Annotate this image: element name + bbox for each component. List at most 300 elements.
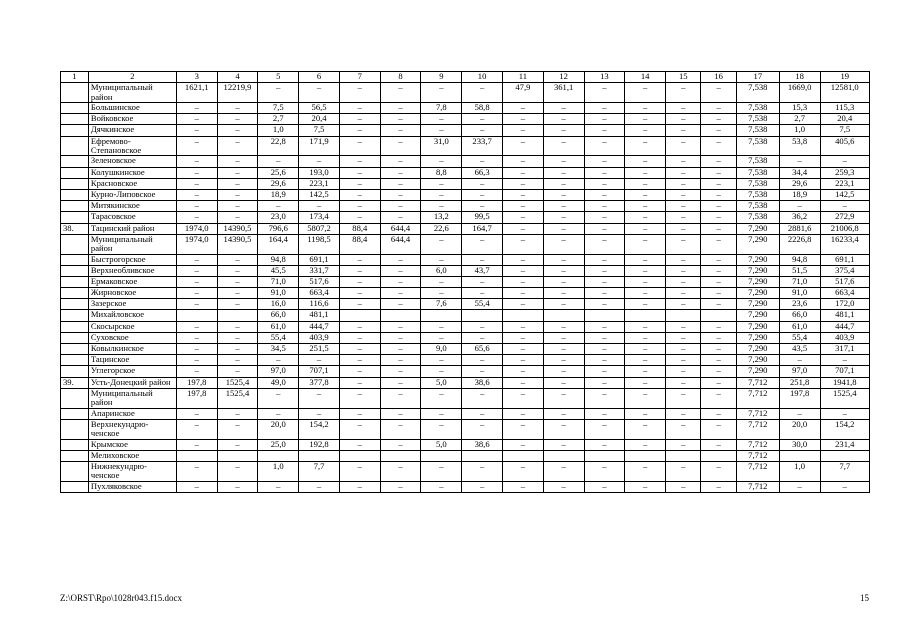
table-row — [61, 461, 870, 481]
value-cell — [701, 310, 736, 321]
table-row — [61, 212, 870, 223]
value-cell: – — [502, 189, 543, 200]
value-cell: – — [462, 481, 503, 492]
value-cell: 38,6 — [462, 377, 503, 388]
value-cell: – — [380, 276, 421, 287]
value-cell: – — [666, 178, 701, 189]
value-cell: – — [176, 167, 217, 178]
value-cell: 115,3 — [820, 103, 869, 114]
row-number-cell — [61, 299, 89, 310]
value-cell: – — [584, 439, 625, 450]
value-cell: – — [584, 125, 625, 136]
name-cell: Большинское — [88, 103, 176, 114]
value-cell: – — [701, 419, 736, 439]
value-cell: – — [543, 156, 584, 167]
value-cell: 193,0 — [299, 167, 340, 178]
value-cell: – — [543, 103, 584, 114]
table-row — [61, 321, 870, 332]
value-cell: – — [779, 408, 820, 419]
value-cell: 1,0 — [779, 461, 820, 481]
value-cell — [543, 450, 584, 461]
value-cell: – — [421, 254, 462, 265]
value-cell: 43,7 — [462, 265, 503, 276]
value-cell: 88,4 — [339, 223, 380, 234]
value-cell: – — [380, 201, 421, 212]
value-cell — [380, 310, 421, 321]
value-cell: – — [543, 265, 584, 276]
name-cell: Жирновское — [88, 288, 176, 299]
value-cell: – — [584, 288, 625, 299]
row-number-cell — [61, 332, 89, 343]
value-cell: 197,8 — [176, 388, 217, 408]
value-cell: – — [339, 201, 380, 212]
value-cell: 796,6 — [258, 223, 299, 234]
value-cell: 707,1 — [299, 366, 340, 377]
value-cell: – — [625, 321, 666, 332]
value-cell: 66,0 — [779, 310, 820, 321]
value-cell: – — [820, 201, 869, 212]
value-cell: – — [666, 114, 701, 125]
value-cell: 444,7 — [299, 321, 340, 332]
value-cell: – — [584, 332, 625, 343]
row-number-cell — [61, 189, 89, 200]
value-cell: 30,0 — [779, 439, 820, 450]
name-cell: Митякинское — [88, 201, 176, 212]
value-cell: – — [701, 388, 736, 408]
value-cell: – — [339, 178, 380, 189]
value-cell: 51,5 — [779, 265, 820, 276]
value-cell: 7,538 — [736, 125, 779, 136]
value-cell: – — [462, 332, 503, 343]
row-number-cell: 38. — [61, 223, 89, 234]
value-cell: 444,7 — [820, 321, 869, 332]
value-cell — [701, 450, 736, 461]
value-cell: – — [502, 366, 543, 377]
name-cell: Ковылкинское — [88, 344, 176, 355]
value-cell — [176, 310, 217, 321]
value-cell: – — [462, 156, 503, 167]
value-cell: 7,538 — [736, 212, 779, 223]
value-cell — [176, 450, 217, 461]
value-cell: – — [701, 288, 736, 299]
value-cell: – — [380, 481, 421, 492]
value-cell: 7,538 — [736, 83, 779, 103]
value-cell: 223,1 — [820, 178, 869, 189]
row-number-cell — [61, 83, 89, 103]
value-cell: 55,4 — [462, 299, 503, 310]
value-cell: – — [543, 299, 584, 310]
value-cell: 377,8 — [299, 377, 340, 388]
value-cell: – — [339, 321, 380, 332]
value-cell: – — [502, 355, 543, 366]
value-cell: 53,8 — [779, 136, 820, 156]
value-cell: – — [543, 481, 584, 492]
row-number-cell — [61, 265, 89, 276]
name-cell: Муниципальный район — [88, 388, 176, 408]
value-cell: 405,6 — [820, 136, 869, 156]
value-cell: 172,0 — [820, 299, 869, 310]
value-cell: 481,1 — [299, 310, 340, 321]
value-cell: 164,7 — [462, 223, 503, 234]
name-cell: Дячкинское — [88, 125, 176, 136]
value-cell: – — [666, 366, 701, 377]
table-row — [61, 103, 870, 114]
value-cell: 2,7 — [258, 114, 299, 125]
row-number-cell — [61, 355, 89, 366]
value-cell: 1,0 — [258, 125, 299, 136]
value-cell: 31,0 — [421, 136, 462, 156]
value-cell: 1,0 — [258, 461, 299, 481]
value-cell: 5,0 — [421, 439, 462, 450]
value-cell: 7,538 — [736, 167, 779, 178]
value-cell: 23,6 — [779, 299, 820, 310]
value-cell: 58,8 — [462, 103, 503, 114]
value-cell: – — [543, 408, 584, 419]
value-cell: 1974,0 — [176, 223, 217, 234]
table-row — [61, 366, 870, 377]
value-cell: 65,6 — [462, 344, 503, 355]
value-cell: – — [584, 276, 625, 287]
value-cell: – — [421, 388, 462, 408]
name-cell: Тарасовское — [88, 212, 176, 223]
value-cell: – — [701, 136, 736, 156]
data-table — [60, 71, 870, 493]
value-cell: – — [380, 332, 421, 343]
table-row — [61, 288, 870, 299]
table-row — [61, 388, 870, 408]
value-cell: – — [584, 103, 625, 114]
value-cell: – — [339, 366, 380, 377]
value-cell: – — [543, 189, 584, 200]
value-cell: 691,1 — [820, 254, 869, 265]
name-cell: Зазерское — [88, 299, 176, 310]
value-cell: – — [176, 156, 217, 167]
value-cell: – — [217, 344, 258, 355]
value-cell: – — [217, 265, 258, 276]
value-cell: – — [176, 439, 217, 450]
value-cell: – — [380, 408, 421, 419]
value-cell: 38,6 — [462, 439, 503, 450]
value-cell: – — [701, 332, 736, 343]
value-cell: – — [666, 189, 701, 200]
value-cell: – — [584, 234, 625, 254]
value-cell: – — [779, 355, 820, 366]
value-cell: 7,7 — [820, 461, 869, 481]
value-cell: – — [584, 408, 625, 419]
value-cell: 23,0 — [258, 212, 299, 223]
table-row — [61, 450, 870, 461]
value-cell: – — [666, 167, 701, 178]
row-number-cell — [61, 167, 89, 178]
value-cell: – — [584, 265, 625, 276]
value-cell: – — [380, 461, 421, 481]
value-cell: – — [502, 299, 543, 310]
value-cell: 154,2 — [820, 419, 869, 439]
value-cell: – — [462, 201, 503, 212]
value-cell: – — [258, 355, 299, 366]
value-cell — [779, 450, 820, 461]
value-cell: 7,712 — [736, 450, 779, 461]
value-cell: – — [176, 136, 217, 156]
header-cell: 7 — [339, 72, 380, 83]
value-cell: – — [625, 481, 666, 492]
value-cell: – — [543, 355, 584, 366]
value-cell: – — [584, 189, 625, 200]
value-cell: – — [584, 377, 625, 388]
value-cell: 71,0 — [258, 276, 299, 287]
value-cell: – — [543, 321, 584, 332]
value-cell: – — [666, 254, 701, 265]
value-cell: – — [502, 125, 543, 136]
header-cell: 3 — [176, 72, 217, 83]
value-cell: – — [701, 366, 736, 377]
value-cell: – — [176, 344, 217, 355]
value-cell: – — [820, 355, 869, 366]
value-cell: – — [502, 288, 543, 299]
value-cell: – — [701, 265, 736, 276]
value-cell: – — [380, 254, 421, 265]
value-cell: – — [339, 189, 380, 200]
value-cell: – — [217, 189, 258, 200]
value-cell: – — [666, 332, 701, 343]
value-cell: – — [701, 377, 736, 388]
row-number-cell — [61, 254, 89, 265]
value-cell: – — [584, 355, 625, 366]
value-cell: 5,0 — [421, 377, 462, 388]
value-cell — [820, 450, 869, 461]
name-cell: Углегорское — [88, 366, 176, 377]
name-cell: Красновское — [88, 178, 176, 189]
value-cell: 18,9 — [258, 189, 299, 200]
value-cell: 481,1 — [820, 310, 869, 321]
value-cell — [502, 450, 543, 461]
value-cell: – — [339, 461, 380, 481]
value-cell: 7,290 — [736, 234, 779, 254]
name-cell: Курно-Липовское — [88, 189, 176, 200]
value-cell: – — [502, 388, 543, 408]
value-cell: – — [299, 481, 340, 492]
value-cell: – — [176, 481, 217, 492]
value-cell: – — [584, 366, 625, 377]
value-cell: – — [701, 299, 736, 310]
value-cell: – — [502, 332, 543, 343]
value-cell: – — [502, 461, 543, 481]
value-cell: – — [176, 178, 217, 189]
value-cell: – — [543, 136, 584, 156]
value-cell: – — [176, 299, 217, 310]
value-cell: – — [176, 408, 217, 419]
value-cell: – — [176, 366, 217, 377]
value-cell: – — [380, 439, 421, 450]
value-cell — [421, 310, 462, 321]
value-cell: 251,8 — [779, 377, 820, 388]
value-cell: – — [543, 276, 584, 287]
value-cell: – — [380, 178, 421, 189]
value-cell: 7,712 — [736, 408, 779, 419]
value-cell: – — [421, 332, 462, 343]
value-cell: – — [339, 276, 380, 287]
value-cell: – — [625, 408, 666, 419]
value-cell: 5807,2 — [299, 223, 340, 234]
value-cell: 142,5 — [820, 189, 869, 200]
value-cell: – — [543, 419, 584, 439]
value-cell: – — [625, 419, 666, 439]
row-number-cell — [61, 310, 89, 321]
table-row — [61, 83, 870, 103]
value-cell: 55,4 — [258, 332, 299, 343]
row-number-cell — [61, 212, 89, 223]
value-cell: 61,0 — [779, 321, 820, 332]
value-cell: – — [462, 355, 503, 366]
value-cell: – — [666, 288, 701, 299]
value-cell: 7,290 — [736, 254, 779, 265]
value-cell: 7,290 — [736, 332, 779, 343]
value-cell — [666, 450, 701, 461]
value-cell: – — [666, 156, 701, 167]
value-cell: – — [339, 377, 380, 388]
value-cell: – — [666, 234, 701, 254]
name-cell: Войковское — [88, 114, 176, 125]
value-cell: – — [701, 189, 736, 200]
row-number-cell — [61, 156, 89, 167]
value-cell: – — [176, 276, 217, 287]
table-row — [61, 156, 870, 167]
table-row — [61, 481, 870, 492]
value-cell: – — [380, 83, 421, 103]
value-cell: – — [543, 114, 584, 125]
value-cell: 7,538 — [736, 189, 779, 200]
table-row — [61, 167, 870, 178]
value-cell — [258, 450, 299, 461]
table-row — [61, 125, 870, 136]
value-cell: – — [820, 408, 869, 419]
value-cell: 361,1 — [543, 83, 584, 103]
value-cell: – — [625, 201, 666, 212]
value-cell: – — [666, 355, 701, 366]
value-cell: – — [217, 288, 258, 299]
value-cell: – — [625, 355, 666, 366]
value-cell: – — [462, 125, 503, 136]
value-cell: – — [666, 201, 701, 212]
name-cell: Ефремово-Степановское — [88, 136, 176, 156]
row-number-cell — [61, 178, 89, 189]
value-cell: 7,290 — [736, 321, 779, 332]
value-cell: – — [543, 332, 584, 343]
value-cell: 173,4 — [299, 212, 340, 223]
table-row — [61, 310, 870, 321]
value-cell: 7,712 — [736, 419, 779, 439]
value-cell: – — [380, 265, 421, 276]
row-number-cell — [61, 103, 89, 114]
value-cell: – — [380, 419, 421, 439]
value-cell: 22,6 — [421, 223, 462, 234]
value-cell: 61,0 — [258, 321, 299, 332]
value-cell: – — [421, 114, 462, 125]
value-cell: – — [421, 408, 462, 419]
value-cell: – — [217, 212, 258, 223]
value-cell: – — [625, 288, 666, 299]
value-cell: 517,6 — [820, 276, 869, 287]
value-cell: – — [584, 388, 625, 408]
value-cell: 7,7 — [299, 461, 340, 481]
value-cell: – — [584, 156, 625, 167]
value-cell: – — [380, 103, 421, 114]
value-cell: – — [258, 83, 299, 103]
value-cell: – — [339, 332, 380, 343]
value-cell: – — [701, 83, 736, 103]
value-cell: – — [625, 439, 666, 450]
value-cell: 233,7 — [462, 136, 503, 156]
value-cell: 8,8 — [421, 167, 462, 178]
table-body — [61, 72, 870, 493]
value-cell: – — [666, 223, 701, 234]
name-cell: Верхнеобливское — [88, 265, 176, 276]
value-cell: – — [258, 156, 299, 167]
value-cell: – — [380, 125, 421, 136]
table-row — [61, 408, 870, 419]
value-cell: – — [339, 355, 380, 366]
value-cell: – — [299, 201, 340, 212]
name-cell: Зеленовское — [88, 156, 176, 167]
value-cell: – — [217, 254, 258, 265]
value-cell: – — [779, 481, 820, 492]
name-cell: Крымское — [88, 439, 176, 450]
value-cell: – — [584, 321, 625, 332]
table-row — [61, 265, 870, 276]
name-cell: Суховское — [88, 332, 176, 343]
value-cell: – — [217, 439, 258, 450]
table-row — [61, 439, 870, 450]
value-cell: – — [502, 201, 543, 212]
value-cell: – — [217, 366, 258, 377]
value-cell: 403,9 — [299, 332, 340, 343]
table-row — [61, 234, 870, 254]
name-cell: Ермаковское — [88, 276, 176, 287]
value-cell: – — [217, 321, 258, 332]
row-number-cell: 39. — [61, 377, 89, 388]
value-cell: 14390,5 — [217, 223, 258, 234]
name-cell: Мелиховское — [88, 450, 176, 461]
value-cell: – — [701, 408, 736, 419]
value-cell: – — [502, 136, 543, 156]
value-cell: – — [625, 276, 666, 287]
value-cell: – — [666, 83, 701, 103]
value-cell: – — [380, 114, 421, 125]
value-cell: – — [217, 156, 258, 167]
value-cell: – — [176, 125, 217, 136]
value-cell: 1621,1 — [176, 83, 217, 103]
value-cell: – — [339, 388, 380, 408]
value-cell: 29,6 — [779, 178, 820, 189]
value-cell: – — [502, 276, 543, 287]
value-cell: – — [339, 265, 380, 276]
table-row — [61, 189, 870, 200]
value-cell: 7,538 — [736, 156, 779, 167]
value-cell: 272,9 — [820, 212, 869, 223]
value-cell: – — [666, 481, 701, 492]
value-cell: 13,2 — [421, 212, 462, 223]
value-cell: – — [502, 321, 543, 332]
value-cell: 7,5 — [299, 125, 340, 136]
value-cell: 1525,4 — [217, 388, 258, 408]
value-cell: – — [299, 83, 340, 103]
value-cell — [543, 310, 584, 321]
value-cell: – — [584, 419, 625, 439]
value-cell: 71,0 — [779, 276, 820, 287]
value-cell: – — [339, 156, 380, 167]
name-cell: Муниципальный район — [88, 83, 176, 103]
value-cell: – — [339, 288, 380, 299]
